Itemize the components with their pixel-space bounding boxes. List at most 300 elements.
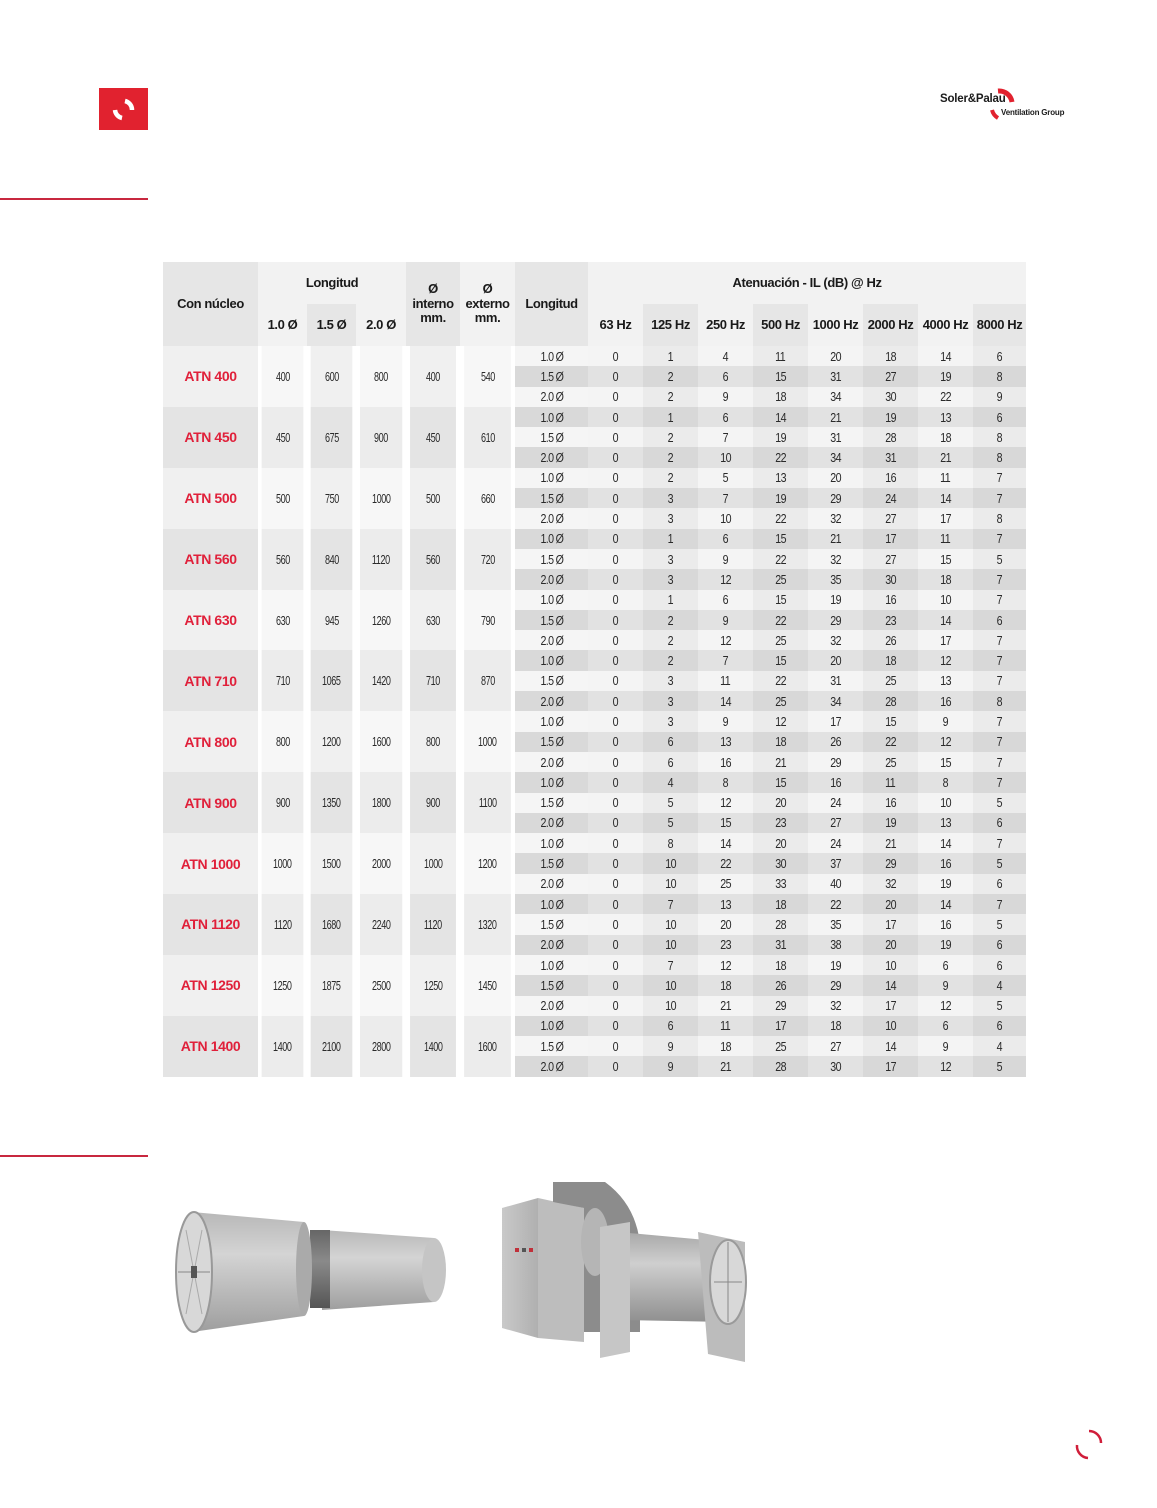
length-factor-label: 1.5 Ø: [540, 612, 563, 628]
attenuation-value: [918, 468, 973, 488]
length-factor-cell: [515, 346, 588, 366]
attenuation-number: 17: [885, 916, 896, 932]
attenuation-value: [698, 711, 753, 731]
inner-diameter-cell: [410, 711, 456, 772]
attenuation-number: 12: [720, 632, 731, 648]
length-factor-label: 1.0 Ø: [540, 531, 563, 547]
attenuation-value: [643, 1036, 698, 1056]
attenuation-value: [808, 529, 863, 549]
attenuation-value: [973, 366, 1026, 386]
attenuation-number: 29: [830, 754, 841, 770]
attenuation-number: 7: [996, 490, 1003, 506]
attenuation-value: [918, 732, 973, 752]
attenuation-value: [753, 590, 808, 610]
attenuation-number: 16: [885, 470, 896, 486]
attenuation-value: [973, 671, 1026, 691]
attenuation-value: [973, 1056, 1026, 1076]
attenuation-number: 20: [775, 835, 786, 851]
attenuation-value: [808, 508, 863, 528]
attenuation-number: 10: [665, 916, 676, 932]
attenuation-number: 12: [720, 795, 731, 811]
model-name-value: ATN 450: [184, 429, 237, 446]
attenuation-value: [918, 508, 973, 528]
attenuation-number: 5: [996, 795, 1003, 811]
attenuation-number: 0: [612, 957, 619, 973]
attenuation-number: 0: [612, 450, 619, 466]
length-factor-cell: [515, 935, 588, 955]
attenuation-value: [808, 853, 863, 873]
attenuation-value: [973, 590, 1026, 610]
length-factor-label: 2.0 Ø: [540, 389, 563, 405]
length-1-0-cell-value: 450: [275, 429, 290, 445]
attenuation-value: [808, 975, 863, 995]
attenuation-value: [753, 1056, 808, 1076]
attenuation-value: [643, 650, 698, 670]
attenuation-number: 21: [775, 754, 786, 770]
length-2-0-cell-value: 2800: [371, 1038, 391, 1054]
attenuation-value: [918, 346, 973, 366]
attenuation-value: [588, 1036, 643, 1056]
attenuation-value: [918, 711, 973, 731]
attenuation-value: [973, 508, 1026, 528]
length-2-0-cell-value: 1800: [371, 795, 391, 811]
attenuation-value: [918, 549, 973, 569]
attenuation-number: 7: [996, 470, 1003, 486]
length-factor-label: 1.0 Ø: [540, 653, 563, 669]
attenuation-value: [753, 894, 808, 914]
attenuation-value: [698, 427, 753, 447]
attenuation-value: [698, 793, 753, 813]
length-factor-cell: [515, 529, 588, 549]
attenuation-value: [588, 427, 643, 447]
attenuation-value: [698, 407, 753, 427]
attenuation-number: 9: [722, 713, 729, 729]
attenuation-number: 10: [940, 592, 951, 608]
attenuation-number: 7: [996, 835, 1003, 851]
attenuation-value: [643, 488, 698, 508]
section-divider: [0, 1155, 148, 1157]
attenuation-number: 15: [775, 653, 786, 669]
attenuation-value: [863, 468, 918, 488]
length-1-5-cell: [311, 590, 353, 651]
header-frequency: 8000 Hz: [973, 304, 1026, 346]
length-1-0-cell-value: 400: [275, 368, 290, 384]
attenuation-number: 12: [720, 957, 731, 973]
attenuation-value: [973, 630, 1026, 650]
attenuation-number: 22: [775, 673, 786, 689]
length-factor-label: 1.5 Ø: [540, 673, 563, 689]
attenuation-value: [863, 711, 918, 731]
table-row: [163, 833, 1026, 853]
length-factor-label: 2.0 Ø: [540, 632, 563, 648]
attenuation-value: [698, 650, 753, 670]
attenuation-value: [588, 711, 643, 731]
model-name: [163, 407, 258, 468]
attenuation-number: 1: [667, 592, 674, 608]
length-1-0-cell-value: 630: [275, 612, 290, 628]
attenuation-value: [588, 407, 643, 427]
model-name-value: ATN 1400: [180, 1038, 241, 1055]
attenuation-value: [973, 813, 1026, 833]
attenuation-number: 14: [940, 896, 951, 912]
attenuation-number: 4: [996, 1038, 1003, 1054]
length-factor-label: 1.0 Ø: [540, 470, 563, 486]
length-factor-label: 1.0 Ø: [540, 835, 563, 851]
length-factor-cell: [515, 447, 588, 467]
attenuation-number: 13: [940, 815, 951, 831]
attenuation-number: 20: [775, 795, 786, 811]
attenuation-number: 7: [996, 774, 1003, 790]
attenuation-value: [973, 468, 1026, 488]
attenuation-value: [863, 427, 918, 447]
attenuation-number: 14: [720, 693, 731, 709]
length-2-0-cell: [360, 833, 403, 894]
attenuation-value: [808, 1056, 863, 1076]
table-row: [163, 650, 1026, 670]
attenuation-number: 32: [830, 511, 841, 527]
attenuation-value: [808, 650, 863, 670]
attenuation-value: [808, 813, 863, 833]
outer-diameter-cell: [464, 833, 511, 894]
length-factor-cell: [515, 630, 588, 650]
model-name: [163, 833, 258, 894]
attenuation-number: 30: [775, 856, 786, 872]
attenuation-number: 0: [612, 632, 619, 648]
attenuation-value: [698, 387, 753, 407]
attenuation-number: 9: [722, 551, 729, 567]
attenuation-number: 0: [612, 774, 619, 790]
length-1-5-cell: [311, 468, 353, 529]
attenuation-number: 2: [667, 368, 674, 384]
attenuation-number: 19: [775, 429, 786, 445]
length-2-0-cell: [360, 1016, 403, 1077]
attenuation-value: [863, 996, 918, 1016]
outer-diameter-cell: [464, 955, 511, 1016]
attenuation-value: [588, 691, 643, 711]
attenuation-value: [808, 1016, 863, 1036]
attenuation-number: 17: [885, 531, 896, 547]
attenuation-number: 3: [667, 551, 674, 567]
attenuation-number: 7: [996, 632, 1003, 648]
outer-diameter-cell-value: 1450: [478, 977, 497, 993]
attenuation-number: 0: [612, 795, 619, 811]
length-2-0-cell-value: 1000: [371, 490, 391, 506]
attenuation-value: [918, 610, 973, 630]
attenuation-number: 19: [940, 937, 951, 953]
attenuation-value: [808, 833, 863, 853]
attenuation-number: 18: [720, 977, 731, 993]
attenuation-value: [753, 813, 808, 833]
attenuation-value: [588, 1016, 643, 1036]
attenuation-number: 25: [885, 754, 896, 770]
attenuation-value: [918, 793, 973, 813]
attenuation-value: [753, 914, 808, 934]
attenuation-number: 19: [940, 368, 951, 384]
attenuation-number: 24: [885, 490, 896, 506]
attenuation-value: [698, 853, 753, 873]
attenuation-number: 22: [775, 450, 786, 466]
attenuation-number: 8: [996, 368, 1003, 384]
attenuation-number: 34: [830, 450, 841, 466]
header-frequency: 4000 Hz: [918, 304, 973, 346]
attenuation-number: 12: [940, 653, 951, 669]
length-factor-label: 1.0 Ø: [540, 896, 563, 912]
attenuation-number: 14: [720, 835, 731, 851]
header-frequency: 250 Hz: [698, 304, 753, 346]
model-name-value: ATN 560: [184, 551, 237, 568]
attenuation-value: [588, 671, 643, 691]
attenuation-number: 34: [830, 693, 841, 709]
attenuation-number: 11: [720, 1018, 731, 1034]
outer-diameter-cell: [464, 894, 511, 955]
section-logo-icon: [99, 88, 148, 130]
model-name-value: ATN 900: [184, 794, 237, 811]
attenuation-value: [588, 853, 643, 873]
header-frequency: 500 Hz: [753, 304, 808, 346]
attenuation-value: [643, 975, 698, 995]
attenuation-number: 15: [940, 551, 951, 567]
inner-diameter-cell: [410, 529, 456, 590]
attenuation-value: [863, 813, 918, 833]
length-factor-cell: [515, 813, 588, 833]
attenuation-number: 6: [996, 1018, 1003, 1034]
length-1-5-cell: [311, 955, 353, 1016]
attenuation-number: 26: [885, 632, 896, 648]
length-2-0-cell: [360, 955, 403, 1016]
attenuation-value: [863, 691, 918, 711]
outer-diameter-cell: [464, 407, 511, 468]
attenuation-value: [973, 935, 1026, 955]
attenuation-number: 0: [612, 693, 619, 709]
inner-diameter-cell: [410, 772, 456, 833]
attenuation-value: [918, 387, 973, 407]
attenuation-value: [588, 346, 643, 366]
attenuation-value: [588, 874, 643, 894]
attenuation-value: [753, 671, 808, 691]
attenuation-value: [973, 387, 1026, 407]
length-factor-label: 1.5 Ø: [540, 856, 563, 872]
attenuation-number: 18: [775, 896, 786, 912]
length-factor-cell: [515, 650, 588, 670]
attenuation-value: [863, 346, 918, 366]
attenuation-value: [588, 549, 643, 569]
attenuation-value: [588, 590, 643, 610]
attenuation-number: 13: [720, 734, 731, 750]
attenuation-value: [698, 874, 753, 894]
model-name: [163, 1016, 258, 1077]
attenuation-value: [808, 447, 863, 467]
attenuation-value: [808, 772, 863, 792]
attenuation-number: 38: [830, 937, 841, 953]
length-2-0-cell: [360, 711, 403, 772]
attenuation-value: [918, 427, 973, 447]
length-1-0-cell-value: 800: [275, 734, 290, 750]
attenuation-value: [918, 691, 973, 711]
attenuation-value: [863, 630, 918, 650]
length-factor-label: 1.5 Ø: [540, 977, 563, 993]
length-2-0-cell-value: 1120: [372, 551, 390, 567]
attenuation-value: [918, 407, 973, 427]
attenuation-number: 29: [775, 998, 786, 1014]
attenuation-number: 0: [612, 429, 619, 445]
attenuation-value: [918, 1036, 973, 1056]
attenuation-number: 7: [667, 957, 674, 973]
attenuation-number: 19: [885, 815, 896, 831]
attenuation-value: [918, 813, 973, 833]
attenuation-value: [973, 752, 1026, 772]
attenuation-number: 6: [722, 368, 729, 384]
attenuation-number: 16: [720, 754, 731, 770]
header-length: Longitud: [515, 262, 588, 346]
attenuation-number: 6: [996, 876, 1003, 892]
attenuation-number: 9: [722, 612, 729, 628]
attenuator-spec-table: [163, 262, 1026, 1077]
attenuation-value: [753, 610, 808, 630]
attenuation-value: [753, 793, 808, 813]
attenuation-value: [973, 772, 1026, 792]
attenuation-number: 8: [996, 693, 1003, 709]
model-name-value: ATN 1250: [180, 977, 241, 994]
attenuation-value: [753, 549, 808, 569]
attenuation-value: [973, 996, 1026, 1016]
attenuation-value: [863, 590, 918, 610]
length-1-0-cell: [262, 1016, 304, 1077]
attenuation-value: [808, 914, 863, 934]
attenuation-number: 21: [940, 450, 951, 466]
attenuation-number: 13: [720, 896, 731, 912]
length-factor-cell: [515, 1056, 588, 1076]
attenuation-value: [753, 935, 808, 955]
attenuation-value: [588, 508, 643, 528]
attenuation-number: 2: [667, 389, 674, 405]
attenuation-value: [643, 569, 698, 589]
attenuation-number: 10: [665, 856, 676, 872]
length-factor-cell: [515, 610, 588, 630]
attenuation-value: [753, 996, 808, 1016]
attenuation-number: 25: [720, 876, 731, 892]
length-1-5-cell-value: 1875: [322, 977, 341, 993]
outer-diameter-cell-value: 1320: [478, 916, 497, 932]
attenuation-number: 20: [885, 896, 896, 912]
table-row: [163, 529, 1026, 549]
model-name: [163, 468, 258, 529]
attenuation-value: [753, 732, 808, 752]
attenuation-value: [863, 366, 918, 386]
attenuation-number: 22: [775, 511, 786, 527]
attenuation-number: 31: [830, 368, 841, 384]
inner-diameter-cell-value: 1120: [424, 916, 442, 932]
attenuation-value: [698, 1016, 753, 1036]
length-factor-label: 2.0 Ø: [540, 937, 563, 953]
attenuation-number: 24: [830, 835, 841, 851]
length-factor-cell: [515, 427, 588, 447]
attenuation-number: 15: [775, 592, 786, 608]
attenuation-value: [918, 914, 973, 934]
header-frequency: 63 Hz: [588, 304, 643, 346]
table-row: [163, 468, 1026, 488]
attenuation-number: 25: [775, 1038, 786, 1054]
length-2-0-cell: [360, 650, 403, 711]
length-1-0-cell-value: 1120: [273, 916, 292, 932]
length-1-5-cell-value: 945: [324, 612, 339, 628]
corner-arc-icon: [1070, 1428, 1110, 1464]
outer-diameter-cell-value: 720: [480, 551, 495, 567]
attenuation-value: [643, 894, 698, 914]
attenuation-number: 6: [722, 531, 729, 547]
attenuation-value: [973, 1036, 1026, 1056]
attenuation-number: 27: [830, 1038, 841, 1054]
attenuation-value: [753, 447, 808, 467]
length-1-0-cell-value: 1250: [273, 977, 292, 993]
attenuation-value: [588, 447, 643, 467]
inner-diameter-cell-value: 710: [426, 673, 440, 689]
model-name-value: ATN 1000: [180, 855, 241, 872]
attenuation-number: 7: [667, 896, 674, 912]
attenuation-value: [808, 671, 863, 691]
length-factor-cell: [515, 793, 588, 813]
attenuation-value: [753, 630, 808, 650]
inner-diameter-cell-value: 630: [426, 612, 440, 628]
attenuation-value: [753, 1016, 808, 1036]
attenuation-value: [863, 833, 918, 853]
length-2-0-cell: [360, 772, 403, 833]
attenuation-value: [918, 874, 973, 894]
attenuation-value: [643, 407, 698, 427]
length-factor-cell: [515, 488, 588, 508]
attenuation-value: [698, 691, 753, 711]
attenuation-value: [863, 1056, 918, 1076]
length-factor-cell: [515, 853, 588, 873]
attenuation-value: [863, 671, 918, 691]
header-frequency: 125 Hz: [643, 304, 698, 346]
attenuation-number: 6: [996, 612, 1003, 628]
attenuation-number: 4: [996, 977, 1003, 993]
length-factor-cell: [515, 366, 588, 386]
attenuation-number: 9: [942, 1038, 949, 1054]
attenuation-value: [588, 650, 643, 670]
attenuation-value: [698, 1056, 753, 1076]
attenuation-value: [753, 346, 808, 366]
model-name-value: ATN 800: [184, 733, 237, 750]
attenuation-value: [973, 853, 1026, 873]
attenuation-value: [753, 366, 808, 386]
attenuation-value: [698, 894, 753, 914]
attenuation-number: 13: [775, 470, 786, 486]
length-1-0-cell-value: 1400: [273, 1038, 292, 1054]
attenuation-value: [588, 752, 643, 772]
attenuation-value: [918, 447, 973, 467]
attenuation-number: 3: [667, 571, 674, 587]
attenuation-number: 12: [940, 998, 951, 1014]
attenuation-value: [753, 853, 808, 873]
attenuation-number: 11: [885, 774, 896, 790]
attenuation-number: 6: [996, 957, 1003, 973]
attenuation-value: [588, 529, 643, 549]
attenuation-value: [698, 752, 753, 772]
length-factor-cell: [515, 833, 588, 853]
attenuation-value: [863, 569, 918, 589]
attenuation-value: [588, 772, 643, 792]
attenuation-number: 6: [942, 957, 949, 973]
attenuation-number: 14: [885, 1038, 896, 1054]
attenuation-number: 25: [775, 632, 786, 648]
inner-diameter-cell: [410, 894, 456, 955]
attenuation-number: 6: [722, 592, 729, 608]
attenuation-number: 5: [667, 795, 674, 811]
length-factor-label: 1.0 Ø: [540, 409, 563, 425]
attenuation-number: 0: [612, 856, 619, 872]
attenuation-value: [753, 468, 808, 488]
